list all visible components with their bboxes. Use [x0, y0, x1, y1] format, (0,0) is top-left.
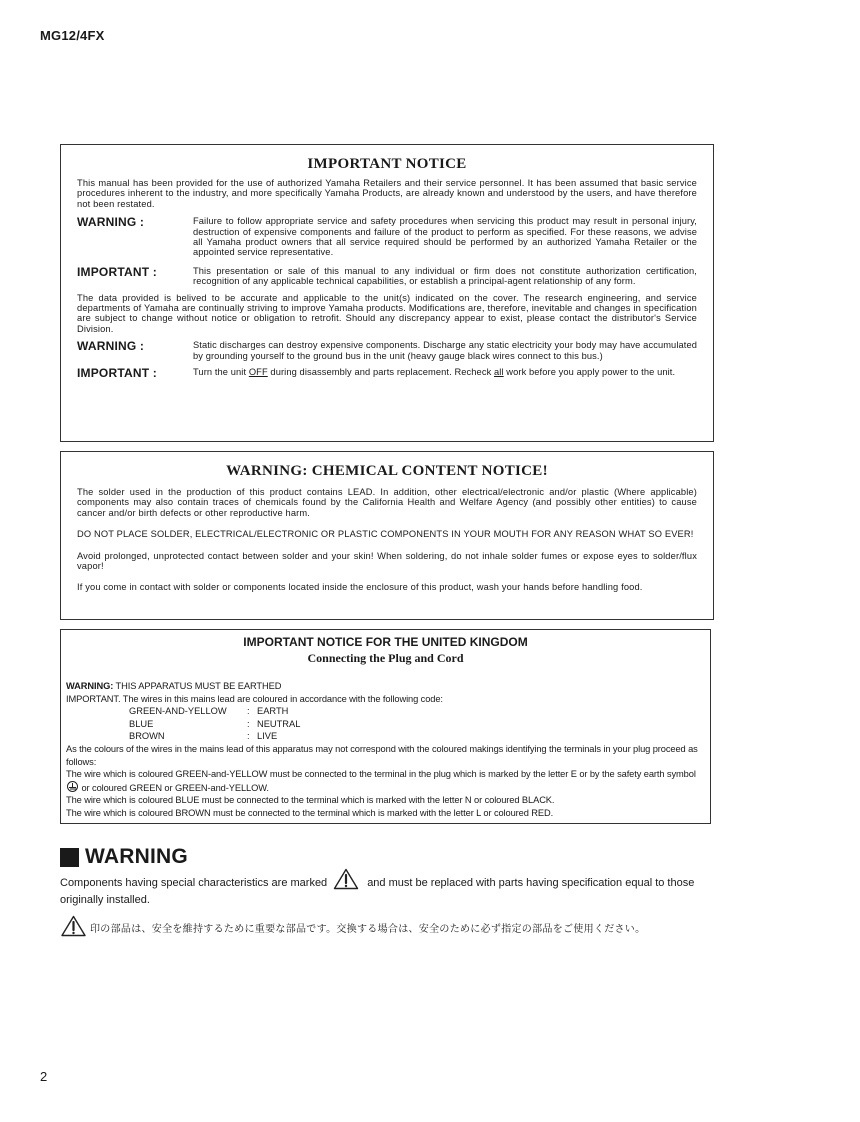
wire-sep: : — [247, 706, 250, 717]
warning-row-2 — [77, 338, 697, 361]
wire-meaning: LIVE — [257, 731, 278, 742]
important-row-1 — [77, 264, 697, 287]
data-paragraph: The data provided is belived to be accurate and applicable to the unit(s) indicated on the cover. The research engineering, and service departments of Yamaha are continually striving to improve Yamaha products. Modifications are, therefore, inevitable and changes in specification are subject to change without notice or obligation to retrofit. Should any discrepancy appear to exist, please contact the distributor's Service Division. — [77, 292, 697, 334]
uk-notice-box — [60, 629, 711, 824]
important-row-2 — [77, 365, 697, 380]
uk-warning-text: THIS APPARATUS MUST BE EARTHED — [113, 681, 282, 691]
uk-notice-title: IMPORTANT NOTICE FOR THE UNITED KINGDOM — [243, 635, 528, 649]
caution-triangle-icon — [60, 915, 87, 940]
uk-brown-paragraph: The wire which is coloured BROWN must be connected to the terminal which is marked with the letter L or coloured RED. — [66, 807, 554, 818]
chemical-paragraph-4: If you come in contact with solder or components located inside the enclosure of this product, wash your hands before handling food. — [77, 582, 643, 593]
wire-code-row — [66, 718, 705, 731]
uk-green-text-pre: The wire which is coloured GREEN-and-YELLOW must be connected to the terminal in the plug which is marked by the letter E or by the safety earth symbol — [66, 769, 696, 780]
chemical-paragraph-3: Avoid prolonged, unprotected contact between solder and your skin! When soldering, do not inhale solder fumes or expose eyes to solder/flux vapor! — [77, 550, 697, 572]
wire-meaning: EARTH — [257, 706, 289, 717]
warning-row-1 — [77, 214, 697, 258]
japanese-warning-line — [60, 915, 645, 940]
important-text: This presentation or sale of this manual to any individual or firm does not constitute authorization certification, recognition of any applicable technical capabilities, or establish a principal-agent relationship of any form. — [193, 265, 697, 287]
earth-icon — [67, 781, 78, 792]
static-warning-text: Static discharges can destroy expensive components. Discharge any static electricity your body may have accumulated by grounding yourself to the ground bus in the unit (heavy gauge black wires connect to this bus.) — [193, 340, 697, 361]
important-label: IMPORTANT : — [77, 366, 157, 381]
power-off-text — [193, 367, 697, 380]
black-square-icon — [60, 848, 79, 867]
warning-body-pre: Components having special characteristics are marked — [60, 877, 328, 889]
power-text-post: work before you apply power to the unit. — [503, 367, 676, 378]
wire-color: BLUE — [129, 718, 154, 729]
warning-label: WARNING : — [77, 215, 145, 230]
important-notice-box — [60, 144, 714, 442]
chemical-notice-title: WARNING: CHEMICAL CONTENT NOTICE! — [226, 463, 548, 479]
chemical-notice-box — [60, 451, 714, 620]
uk-warning-line — [66, 680, 705, 693]
wire-code-row — [66, 705, 705, 718]
warning-heading — [60, 845, 188, 869]
japanese-warning-text: 印の部品は、安全を維持するために重要な部品です。交換する場合は、安全のために必ず指定の部品をご使用ください。 — [90, 924, 646, 935]
chemical-paragraph-2: DO NOT PLACE SOLDER, ELECTRICAL/ELECTRONIC OR PLASTIC COMPONENTS IN YOUR MOUTH FOR ANY REASON WHAT SO EVER! — [77, 529, 694, 540]
uk-green-text-post: or coloured GREEN or GREEN-and-YELLOW. — [79, 782, 269, 793]
important-label: IMPORTANT : — [77, 264, 157, 279]
warning-title: WARNING — [85, 845, 188, 868]
uk-notice-subtitle: Connecting the Plug and Cord — [307, 651, 464, 665]
uk-important-line: IMPORTANT. The wires in this mains lead are coloured in accordance with the following code: — [66, 693, 443, 704]
wire-sep: : — [247, 731, 250, 742]
wire-color: GREEN-AND-YELLOW — [129, 706, 227, 717]
chemical-paragraph-1: The solder used in the production of this product contains LEAD. In addition, other electrical/electronic and/or plastic (Where applicable) components may also contain traces of chemicals found by the California Health and Welfare Agency (and possibly other entities) to cause cancer and/or birth defects or other reproductive harm. — [77, 487, 697, 518]
wire-code-row — [66, 730, 705, 743]
off-emphasis: OFF — [248, 367, 268, 378]
power-text-mid: during disassembly and parts replacement. Recheck — [267, 367, 495, 378]
uk-warning-label: WARNING: — [66, 681, 114, 691]
uk-colours-paragraph: As the colours of the wires in the mains lead of this apparatus may not correspond with the coloured makings identifying the terminals in your plug proceed as follows: — [66, 743, 698, 767]
caution-triangle-icon — [333, 868, 359, 894]
power-text-pre: Turn the unit — [193, 367, 249, 378]
uk-green-paragraph — [66, 768, 705, 794]
warning-label: WARNING : — [77, 339, 145, 354]
important-notice-title: IMPORTANT NOTICE — [307, 156, 467, 172]
model-header: MG12/4FX — [40, 28, 105, 43]
page-number: 2 — [40, 1069, 48, 1084]
wire-sep: : — [247, 718, 250, 729]
all-emphasis: all — [494, 367, 504, 378]
uk-blue-paragraph: The wire which is coloured BLUE must be connected to the terminal which is marked with the letter N or coloured BLACK. — [66, 795, 555, 806]
warning-body — [60, 868, 720, 906]
warning-body-post: and must be replaced with parts having specification equal to those originally installed. — [60, 877, 695, 906]
wire-color: BROWN — [129, 731, 165, 742]
intro-paragraph: This manual has been provided for the use of authorized Yamaha Retailers and their service personnel. It has been assumed that basic service procedures inherent to the industry, and more specifically Yamaha Products, are already known and understood by the users, and have therefore not been restated. — [77, 178, 697, 209]
warning-text: Failure to follow appropriate service and safety procedures when servicing this product may result in personal injury, destruction of expensive components and failure of the product to perform as specified. For these reasons, we advise all Yamaha product owners that all service required should be performed by an authorized Yamaha Retailer or the appointed service representative. — [193, 216, 697, 258]
wire-meaning: NEUTRAL — [257, 718, 301, 729]
